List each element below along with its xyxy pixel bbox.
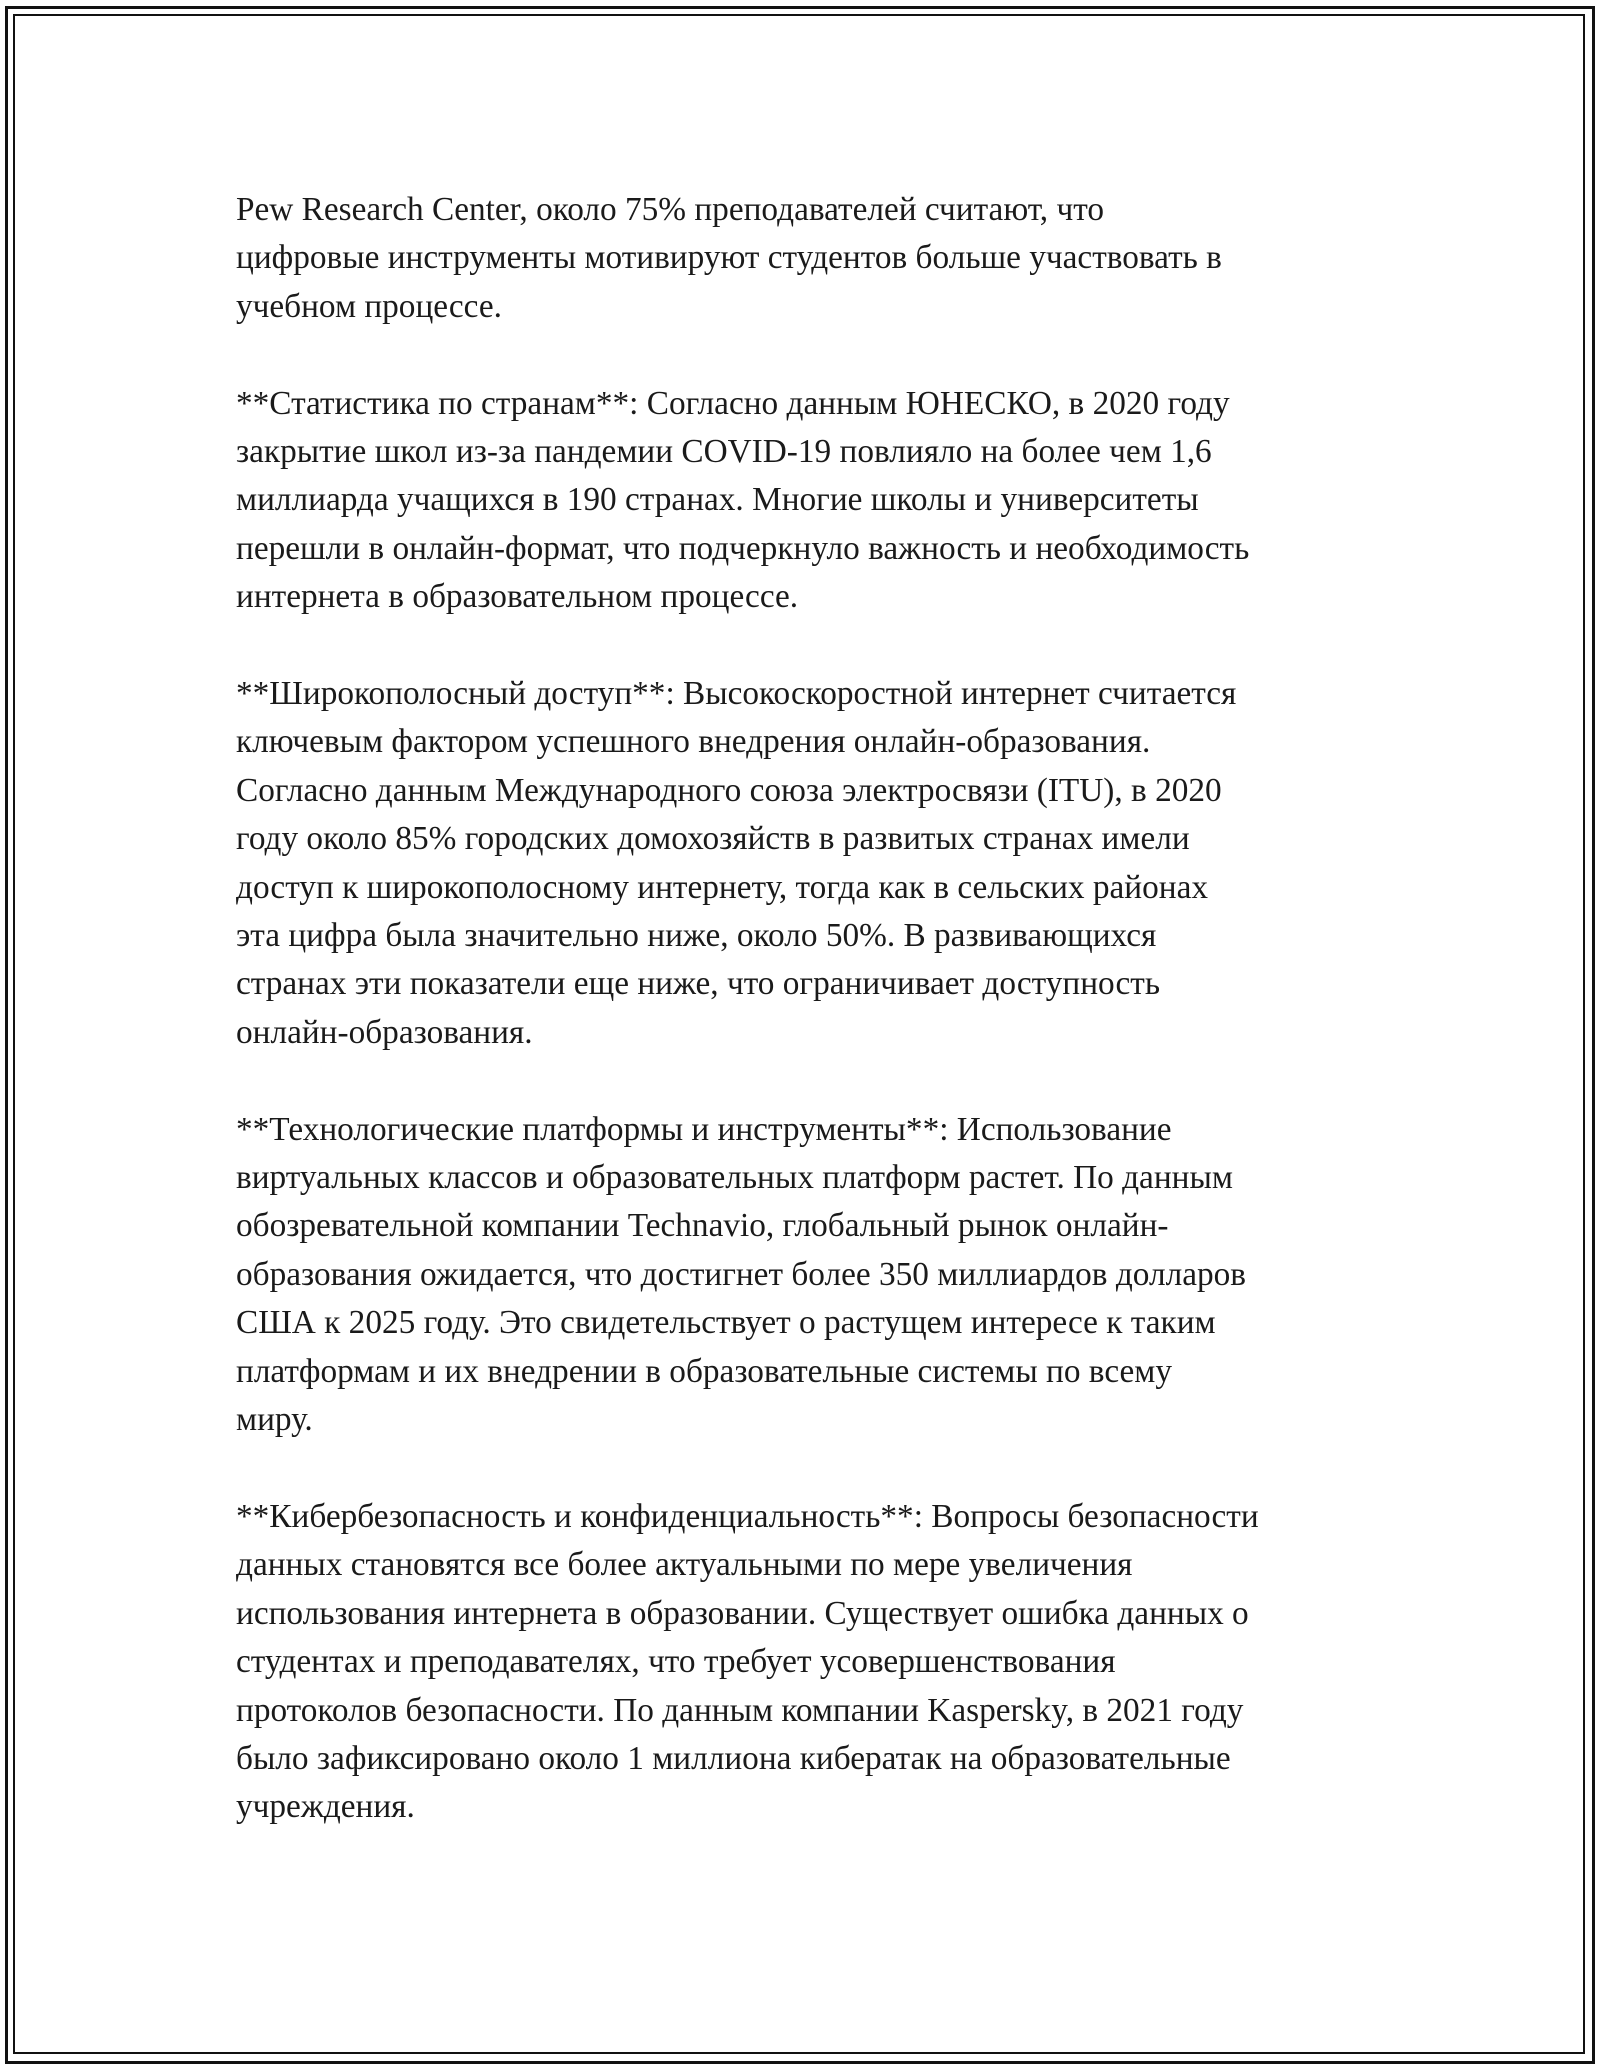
text-line: доступ к широкополосному интернету, тогда как в сельских районах bbox=[236, 868, 1209, 906]
text-line: платформам и их внедрении в образовательные системы по всему bbox=[236, 1352, 1173, 1390]
paragraph-tech-platforms bbox=[236, 1106, 1386, 1445]
text-line: США к 2025 году. Это свидетельствует о растущем интересе к таким bbox=[236, 1304, 1216, 1342]
text-line: ключевым фактором успешного внедрения онлайн-образования. bbox=[236, 723, 1151, 761]
text-line: эта цифра была значительно ниже, около 50%. В развивающихся bbox=[236, 917, 1157, 955]
text-line: было зафиксировано около 1 миллиона кибератак на образовательные bbox=[236, 1739, 1231, 1777]
text-line: цифровые инструменты мотивируют студентов больше участвовать в bbox=[236, 239, 1222, 277]
text-line: **Широкополосный доступ**: Высокоскоростной интернет считается bbox=[236, 675, 1237, 713]
text-line: образования ожидается, что достигнет более 350 миллиардов долларов bbox=[236, 1255, 1246, 1293]
text-line: **Технологические платформы и инструменты**: Использование bbox=[236, 1110, 1172, 1148]
text-line: протоколов безопасности. По данным компании Kaspersky, в 2021 году bbox=[236, 1691, 1244, 1729]
text-line: онлайн-образования. bbox=[236, 1013, 533, 1051]
text-line: виртуальных классов и образовательных платформ растет. По данным bbox=[236, 1159, 1233, 1197]
document-body bbox=[236, 186, 1386, 1880]
text-line: **Статистика по странам**: Согласно данным ЮНЕСКО, в 2020 году bbox=[236, 384, 1230, 422]
text-line: Согласно данным Международного союза электросвязи (ITU), в 2020 bbox=[236, 771, 1222, 809]
text-line: странах эти показатели еще ниже, что ограничивает доступность bbox=[236, 965, 1161, 1003]
text-line: учебном процессе. bbox=[236, 287, 502, 325]
text-line: **Кибербезопасность и конфиденциальность**: Вопросы безопасности bbox=[236, 1497, 1259, 1535]
text-line: Pew Research Center, около 75% преподавателей считают, что bbox=[236, 191, 1104, 228]
text-line: учреждения. bbox=[236, 1788, 415, 1826]
paragraph-digital-tools bbox=[236, 186, 1386, 331]
text-line: перешли в онлайн-формат, что подчеркнуло важность и необходимость bbox=[236, 529, 1250, 567]
text-line: интернета в образовательном процессе. bbox=[236, 578, 799, 616]
text-line: миллиарда учащихся в 190 странах. Многие школы и университеты bbox=[236, 481, 1199, 519]
text-line: использования интернета в образовании. Существует ошибка данных о bbox=[236, 1594, 1249, 1632]
text-line: миру. bbox=[236, 1401, 313, 1439]
text-line: студентах и преподавателях, что требует усовершенствования bbox=[236, 1643, 1116, 1681]
paragraph-broadband-access bbox=[236, 670, 1386, 1057]
paragraph-cybersecurity bbox=[236, 1493, 1386, 1832]
paragraph-country-statistics bbox=[236, 380, 1386, 622]
text-line: закрытие школ из-за пандемии COVID-19 повлияло на более чем 1,6 bbox=[236, 433, 1212, 471]
text-line: данных становятся все более актуальными по мере увеличения bbox=[236, 1546, 1133, 1584]
text-line: обозревательной компании Technavio, глобальный рынок онлайн- bbox=[236, 1207, 1169, 1245]
text-line: году около 85% городских домохозяйств в развитых странах имели bbox=[236, 820, 1190, 858]
